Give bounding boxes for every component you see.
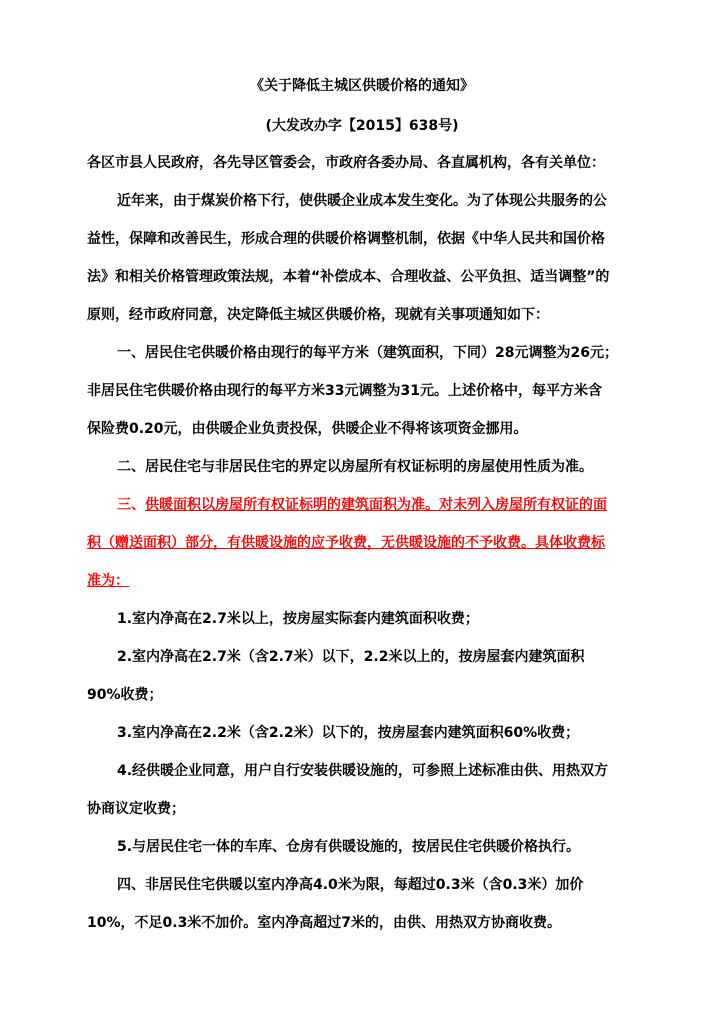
paragraph-line: 4.经供暖企业同意，用户自行安装供暖设施的，可参照上述标准由供、用热双方 bbox=[117, 763, 609, 779]
notice-title: 《关于降低主城区供暖价格的通知》 bbox=[250, 78, 474, 94]
paragraph-line: 2.室内净高在2.7米（含2.7米）以下，2.2米以上的，按房屋套内建筑面积 bbox=[117, 649, 585, 665]
sub-item-3: 3.室内净高在2.2米（含2.2米）以下的，按房屋套内建筑面积60%收费； bbox=[117, 725, 580, 741]
highlighted-text: 准为： bbox=[87, 573, 129, 589]
paragraph-line: 一、居民住宅供暖价格由现行的每平方米（建筑面积，下同）28元调整为26元； bbox=[117, 345, 618, 361]
paragraph-line: 协商议定收费； bbox=[87, 801, 185, 817]
paragraph-line: 四、非居民住宅供暖以室内净高4.0米为限，每超过0.3米（含0.3米）加价 bbox=[117, 877, 584, 893]
paragraph-line: 近年来，由于煤炭价格下行，使供暖企业成本发生变化。为了体现公共服务的公 bbox=[117, 193, 607, 209]
sub-item-1: 1.室内净高在2.7米以上，按房屋实际套内建筑面积收费； bbox=[117, 611, 479, 627]
paragraph-line: 原则，经市政府同意，决定降低主城区供暖价格，现就有关事项通知如下： bbox=[87, 307, 549, 323]
paragraph-line: 10%，不足0.3米不加价。室内净高超过7米的，由供、用热双方协商收费。 bbox=[87, 915, 562, 931]
document-number: (大发改办字【2015】638号) bbox=[265, 118, 459, 134]
highlighted-text: 供暖面积以房屋所有权证标明的建筑面积为准。对未列入房屋所有权证的面 bbox=[145, 497, 607, 513]
highlighted-text: 积（赠送面积）部分，有供暖设施的应予收费，无供暖设施的不予收费。具体收费标 bbox=[87, 535, 605, 551]
paragraph-line: 保险费0.20元，由供暖企业负责投保，供暖企业不得将该项资金挪用。 bbox=[87, 421, 528, 437]
item-two-paragraph: 二、居民住宅与非居民住宅的界定以房屋所有权证标明的房屋使用性质为准。 bbox=[117, 459, 593, 475]
paragraph-line bbox=[117, 495, 607, 515]
paragraph-line bbox=[87, 571, 129, 591]
addressee-line: 各区市县人民政府，各先导区管委会，市政府各委办局、各直属机构，各有关单位： bbox=[87, 155, 605, 171]
sub-item-5: 5.与居民住宅一体的车库、仓房有供暖设施的，按居民住宅供暖价格执行。 bbox=[117, 839, 581, 855]
paragraph-line: 90%收费； bbox=[87, 687, 163, 703]
paragraph-line bbox=[87, 533, 605, 553]
paragraph-line: 法》和相关价格管理政策法规，本着“补偿成本、合理收益、公平负担、适当调整”的 bbox=[87, 269, 610, 285]
paragraph-line: 益性，保障和改善民生，形成合理的供暖价格调整机制，依据《中华人民共和国价格 bbox=[87, 231, 605, 247]
item-three-number: 三、 bbox=[117, 497, 145, 513]
paragraph-line: 非居民住宅供暖价格由现行的每平方米33元调整为31元。上述价格中，每平方米含 bbox=[87, 383, 602, 399]
